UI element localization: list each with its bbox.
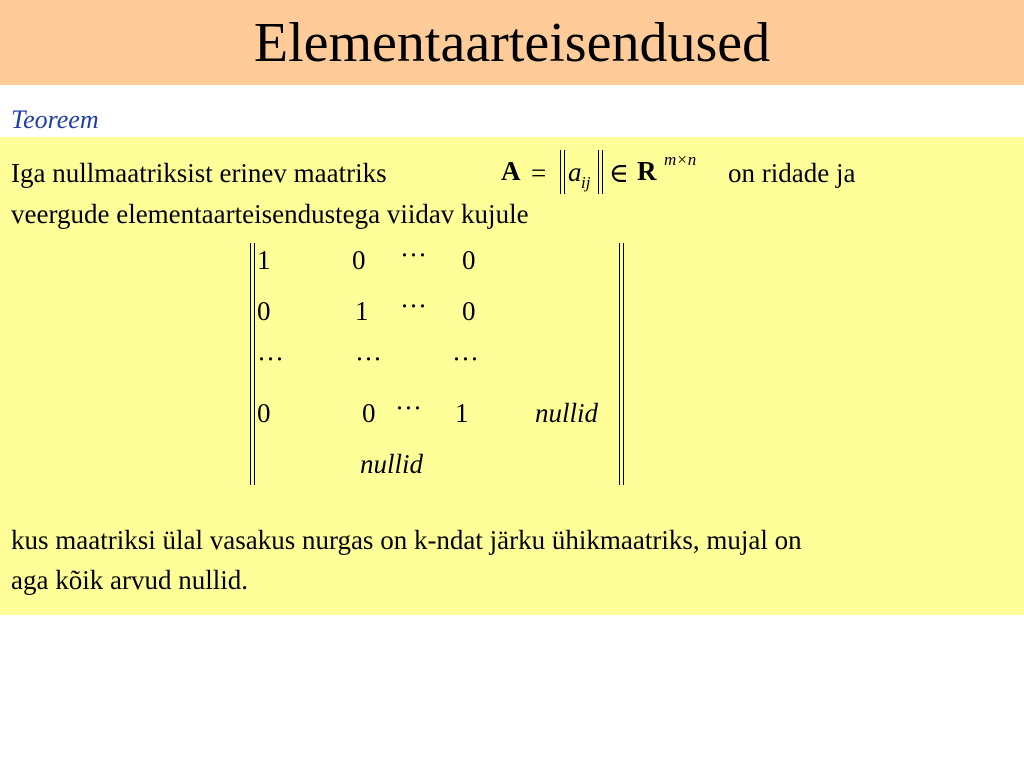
matrix-cell: ··· <box>452 344 479 374</box>
matrix-bar-left-2 <box>254 243 255 485</box>
formula-subscript-ij: ij <box>581 173 591 192</box>
formula-element-of: ∈ <box>609 158 629 188</box>
formula-superscript-mxn: m×n <box>664 150 697 169</box>
formula-R: R <box>637 156 657 186</box>
matrix-cell: ··· <box>400 291 427 321</box>
intro-line-2: veergude elementaarteisendustega viidav kujule <box>11 199 529 229</box>
matrix-cell: ··· <box>395 393 422 423</box>
matrix-cell: 0 <box>362 398 376 428</box>
matrix-bar-left-1 <box>250 243 251 485</box>
matrix-cell: 1 <box>257 245 271 275</box>
intro-text: Iga nullmaatriksist erinev maatriks <box>11 158 387 188</box>
conclusion-line-1: kus maatriksi ülal vasakus nurgas on k-ndat järku ühikmaatriks, mujal on <box>11 525 802 555</box>
intro-tail: on ridade ja <box>728 158 856 188</box>
matrix-zeros-bottom-label: nullid <box>360 449 424 479</box>
formula-norm-left-2 <box>564 150 565 194</box>
matrix-cell: 1 <box>355 296 369 326</box>
matrix-cell: 0 <box>462 245 476 275</box>
matrix-bar-right-2 <box>623 243 624 485</box>
formula-norm-left-1 <box>560 150 561 194</box>
theorem-label: Teoreem <box>11 105 99 134</box>
formula-norm-right-1 <box>598 150 599 194</box>
matrix-zeros-right-label: nullid <box>535 398 599 428</box>
matrix-cell: 0 <box>257 296 271 326</box>
formula-A: A <box>501 156 521 186</box>
formula-equals: = <box>531 158 547 188</box>
matrix-cell: 1 <box>455 398 469 428</box>
slide-title: Elementaarteisendused <box>253 12 771 74</box>
formula-a: a <box>568 157 582 187</box>
matrix-cell: 0 <box>257 398 271 428</box>
matrix-cell: ··· <box>400 240 427 270</box>
matrix-cell: 0 <box>352 245 366 275</box>
matrix-cell: 0 <box>462 296 476 326</box>
matrix-cell: ··· <box>257 344 284 374</box>
formula-norm-right-2 <box>602 150 603 194</box>
matrix-cell: ··· <box>355 344 382 374</box>
conclusion-line-2: aga kõik arvud nullid. <box>11 565 248 595</box>
matrix-bar-right-1 <box>619 243 620 485</box>
